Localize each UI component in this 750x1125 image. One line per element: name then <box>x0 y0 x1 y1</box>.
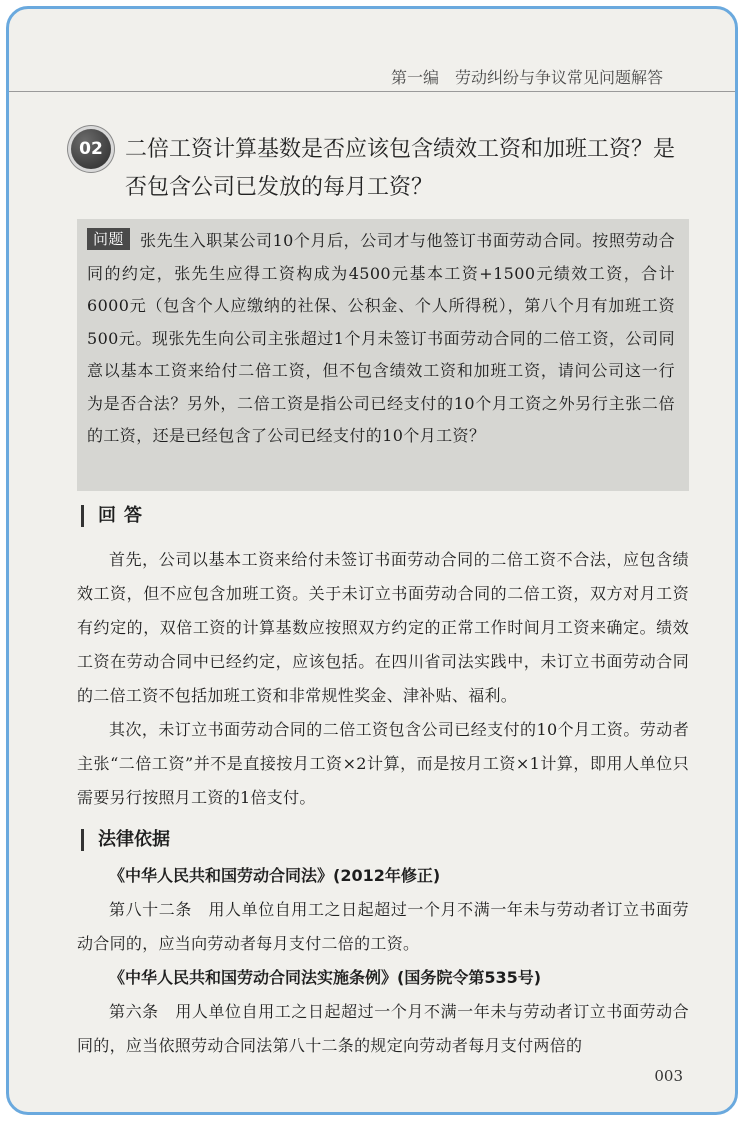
law-article-1: 第八十二条 用人单位自用工之日起超过一个月不满一年未与劳动者订立书面劳动合同的，应当向劳动者每月支付二倍的工资。 <box>77 900 689 953</box>
answer-heading: 回答 <box>81 505 150 527</box>
question-paragraph <box>87 225 675 453</box>
legal-basis-heading: 法律依据 <box>81 829 170 851</box>
question-text: 张先生入职某公司10个月后，公司才与他签订书面劳动合同。按照劳动合同的约定，张先生应得工资构成为4500元基本工资+1500元绩效工资，合计6000元（包含个人应缴纳的社保、公积金、个人所得税），第八个月有加班工资500元。现张先生向公司主张超过1个月未签订书面劳动合同的二倍工资，公司同意以基本工资来给付二倍工资，但不包含绩效工资和加班工资，请问公司这一行为是否合法？另外，二倍工资是指公司已经支付的10个月工资之外另行主张二倍的工资，还是已经包含了公司已经支付的10个月工资？ <box>87 231 675 445</box>
answer-paragraph-2: 其次，未订立书面劳动合同的二倍工资包含公司已经支付的10个月工资。劳动者主张“二倍工资”并不是直接按月工资×2计算，而是按月工资×1计算，即用人单位只需要另行按照月工资的1倍支付。 <box>77 720 689 807</box>
law-article-2: 第六条 用人单位自用工之日起超过一个月不满一年未与劳动者订立书面劳动合同的，应当依照劳动合同法第八十二条的规定向劳动者每月支付两倍的 <box>77 1002 689 1055</box>
question-label: 问题 <box>87 228 130 250</box>
page-number: 003 <box>654 1067 683 1085</box>
answer-paragraph-1: 首先，公司以基本工资来给付未签订书面劳动合同的二倍工资不合法，应包含绩效工资，但不应包含加班工资。关于未订立书面劳动合同的二倍工资，双方对月工资有约定的，双倍工资的计算基数应按照双方约定的正常工作时间月工资来确定。绩效工资在劳动合同中已经约定，应该包括。在四川省司法实践中，未订立书面劳动合同的二倍工资不包括加班工资和非常规性奖金、津补贴、福利。 <box>77 550 689 705</box>
question-title: 二倍工资计算基数是否应该包含绩效工资和加班工资？是否包含公司已发放的每月工资？ <box>125 137 676 200</box>
question-number-badge: 02 <box>71 129 111 169</box>
question-box <box>77 219 689 491</box>
legal-basis-body <box>77 859 689 1063</box>
running-head <box>9 59 735 92</box>
page-frame <box>6 6 738 1115</box>
answer-body <box>77 543 689 815</box>
law-title-2: 《中华人民共和国劳动合同法实施条例》(国务院令第535号) <box>109 968 542 987</box>
running-head-text: 第一编 劳动纠纷与争议常见问题解答 <box>390 68 663 87</box>
law-title-1: 《中华人民共和国劳动合同法》(2012年修正) <box>109 866 441 885</box>
